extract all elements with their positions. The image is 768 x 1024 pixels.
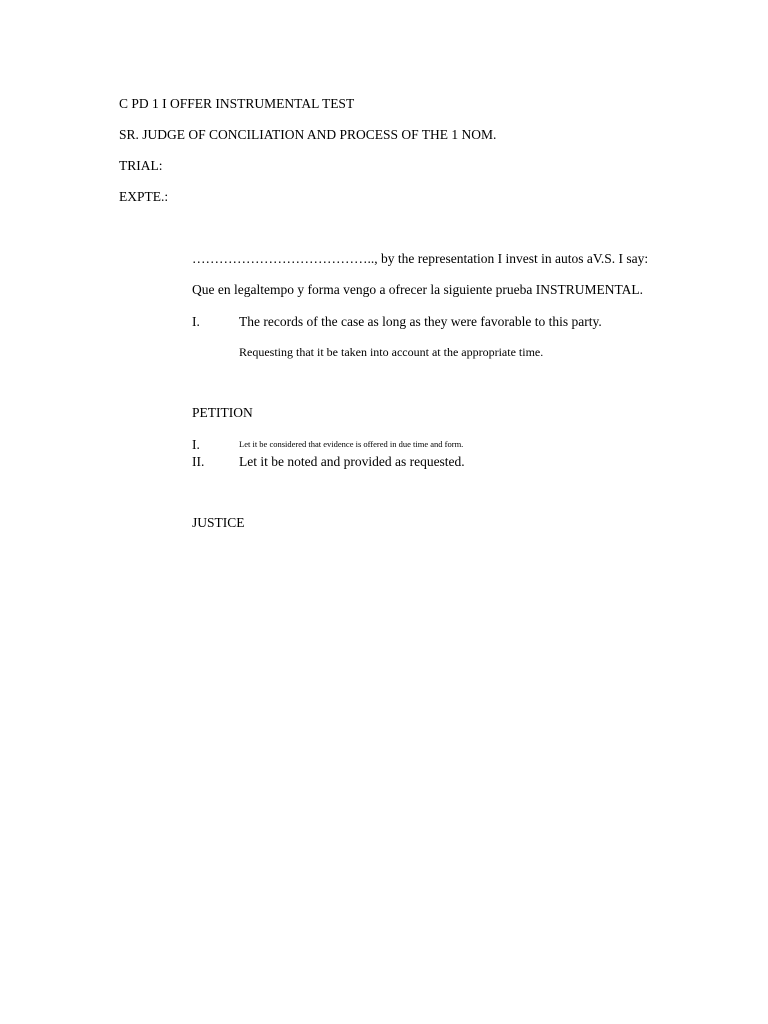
petition-item-text: Let it be noted and provided as requested. (239, 454, 465, 469)
trial-label: TRIAL: (119, 158, 163, 173)
intro-paragraph: ………………………………….., by the representation I invest in autos aV.S. I say: (192, 251, 649, 266)
petition-item-number: II. (192, 454, 205, 469)
document-title: C PD 1 I OFFER INSTRUMENTAL TEST (119, 96, 355, 111)
offer-paragraph: Que en legaltempo y forma vengo a ofrecer la siguiente prueba INSTRUMENTAL. (192, 282, 644, 297)
addressee-line: SR. JUDGE OF CONCILIATION AND PROCESS OF THE 1 NOM. (119, 127, 497, 142)
expte-label: EXPTE.: (119, 189, 169, 204)
item-text: The records of the case as long as they were favorable to this party. (239, 314, 602, 329)
petition-heading: PETITION (192, 405, 253, 420)
item-note: Requesting that it be taken into account at the appropriate time. (239, 345, 544, 359)
petition-item-text: Let it be considered that evidence is offered in due time and form. (239, 439, 464, 449)
petition-item-number: I. (192, 437, 200, 452)
item-number: I. (192, 314, 200, 329)
closing-word: JUSTICE (192, 515, 245, 530)
